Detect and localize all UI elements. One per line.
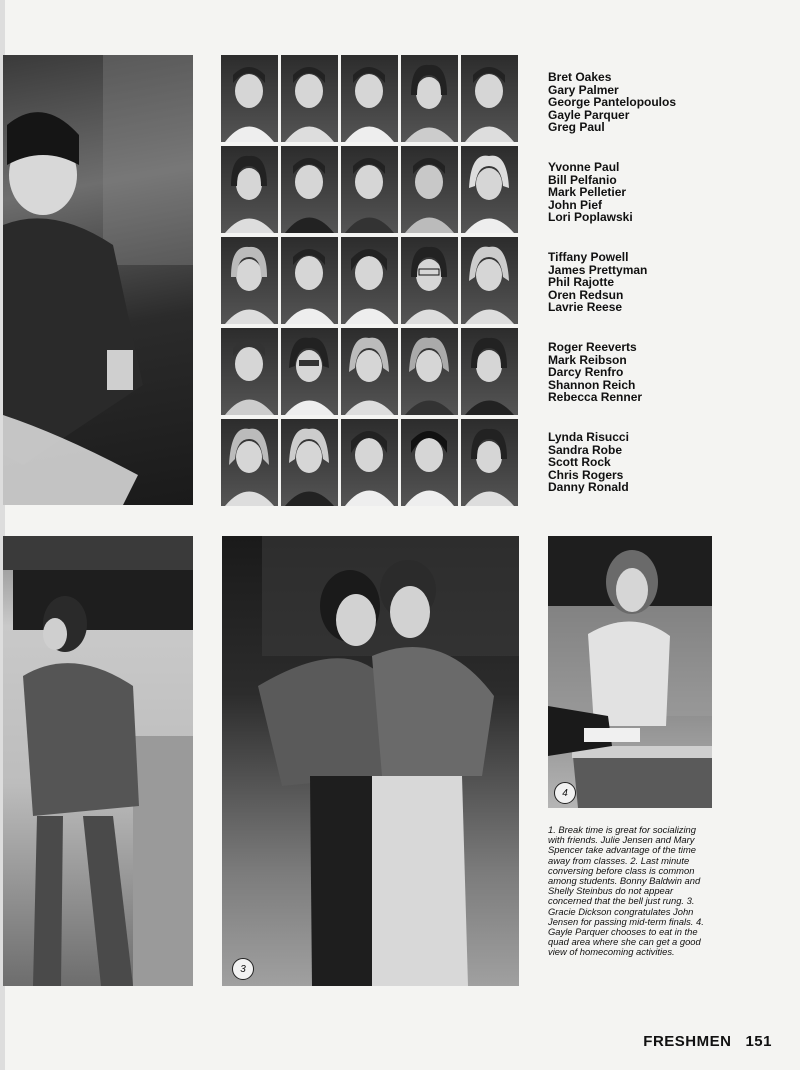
student-name: Bret Oakes [548,70,612,84]
student-name: Chris Rogers [548,467,624,482]
portrait [221,237,278,324]
portrait [341,146,398,233]
student-name: Lynda Risucci [548,430,629,444]
student-name: Greg Paul [548,120,605,135]
student-name: Oren Redsun [548,287,624,302]
portrait [281,146,338,233]
photo-students-talking [3,55,193,505]
student-name: Mark Reibson [548,352,627,367]
student-name: Mark Pelletier [548,185,627,200]
portrait [401,146,458,233]
student-name: Darcy Renfro [548,365,624,380]
portrait [461,328,518,415]
photo-number-badge: 4 [554,782,576,804]
student-name: Lori Poplawski [548,210,633,225]
student-name: Tiffany Powell [548,250,629,264]
photo-girl-on-wall [548,536,712,808]
caption-text: 1. Break time is great for socializing with friends. Julie Jensen and Mary Spencer take advantage of the time away from classes. 2. Last minute conversing before class is common among students. Bonny Baldwin and Shelly Steinbus do not appear concerned that the bell just rung. 3. Gracie Dickson congratulates John Jensen for passing mid-term finals. 4. Gayle Parquer chooses to eat in the quad area where she can get a good view of homecoming activities. [548,824,704,958]
portrait-grid [221,55,519,507]
photo-number-badge: 3 [232,958,254,980]
names-row-3 [548,251,748,314]
photo-couple [222,536,519,986]
portrait [221,328,278,415]
portrait [281,419,338,506]
names-row-5 [548,431,748,494]
portrait [221,55,278,142]
portrait [341,237,398,324]
portrait [341,328,398,415]
student-name: James Prettyman [548,262,648,277]
portrait [341,55,398,142]
student-name: Roger Reeverts [548,340,637,354]
student-name: Gary Palmer [548,82,619,97]
portrait [281,237,338,324]
portrait [221,419,278,506]
student-name: Lavrie Reese [548,300,623,315]
page-number: 151 [745,1033,772,1050]
portrait [221,146,278,233]
portrait [281,328,338,415]
portrait [461,55,518,142]
photo-caption [548,825,714,958]
section-title: FRESHMEN [643,1033,732,1050]
portrait [401,237,458,324]
student-name: Bill Pelfanio [548,172,617,187]
names-row-4 [548,341,748,404]
portrait [401,419,458,506]
student-name: Rebecca Renner [548,390,643,405]
student-name: Shannon Reich [548,377,636,392]
portrait [341,419,398,506]
photo-student-standing [3,536,193,986]
page-footer [643,1033,772,1050]
student-name: Scott Rock [548,455,611,470]
student-name: George Pantelopoulos [548,95,677,110]
student-name: Gayle Parquer [548,107,630,122]
student-name: Yvonne Paul [548,160,620,174]
portrait [401,55,458,142]
student-name: Phil Rajotte [548,275,615,290]
student-name: Danny Ronald [548,480,629,495]
names-row-1 [548,71,748,134]
portrait [461,237,518,324]
portrait [461,146,518,233]
portrait [281,55,338,142]
student-name: John Pief [548,197,603,212]
portrait [401,328,458,415]
portrait [461,419,518,506]
names-row-2 [548,161,748,224]
student-name: Sandra Robe [548,442,623,457]
